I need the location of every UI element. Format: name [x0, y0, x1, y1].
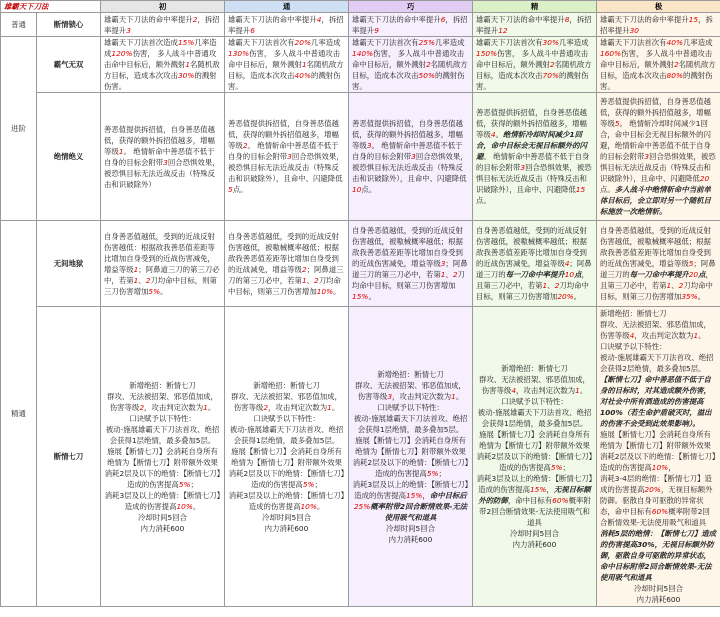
table-title: 雄霸天下刀法 — [1, 1, 101, 13]
cell: 新增绝招：断情七刀 群攻、无法被招架、邪恶值加成，伤害等级4，攻击判定次数为1。 口诀赋予以下特性： 被动-施展雄霸天下刀法首攻、绝招会获得1层绝情，最多叠加5层。 施展【断情七刀】会消耗自身所有绝情为【断情七刀】附带额外效果 消耗2层及以下的绝情：【断情七刀】造成的伤害提高5%； 消耗3层及以上的绝情：【断情七刀】造成的伤害提高15%，无视目标额外的防御，命中目标有60%概率附带2回合断情效果-无法使用吸气和道具 冷却时间5回合 内力消耗600 — [473, 307, 597, 607]
skill-name: 无间地狱 — [37, 221, 101, 307]
skill-name: 断情七刀 — [37, 307, 101, 607]
cell: 雄霸天下刀法的命中率提升4，拆招率提升6 — [225, 13, 349, 37]
cell: 雄霸天下刀法的命中率提升8，拆招率提升12 — [473, 13, 597, 37]
cell: 自身善恶值越低，受到的近战反射伤害越低，被嗷械概率越低；根据敌我善恶值差距等比增加自身受到的近战伤害减免，增益等级5；阿鼻道三刀的每一刀命中率提升20点，且第三刀必中，若第1、2刀均命中目标，则第三刀伤害增加35%。 — [597, 221, 720, 307]
cell: 善恶值提供拆招值，自身善恶值越低，获得的额外拆招值越多，增幅等级3。 绝情斩命中善恶值不低于自身的目标会附带3回合恐惧效果，被恐惧目标无法近战反击（特殊反击和识破除外），且命中、闪避降低10点。 — [349, 93, 473, 221]
cell: 善恶值提供拆招值，自身善恶值越低，获得的额外拆招值越多，增幅等级2。 绝情斩命中善恶值不低于自身的目标会附带3回合恐惧效果，被恐惧目标无法近战反击（特殊反击和识破除外），且命中、闪避降低5点。 — [225, 93, 349, 221]
column-header-ji: 极 — [597, 1, 720, 13]
cell: 雄霸天下刀法首次有25%几率造成140%伤害， 多人战斗中普通攻击命中目标后，额外溅射2名随机敌方目标，造成本次攻击50%的溅射伤害。 — [349, 37, 473, 93]
cell: 雄霸天下刀法首次有30%几率造成150%伤害， 多人战斗中普通攻击命中目标后，额外溅射2名随机敌方目标，造成本次攻击70%的溅射伤害。 — [473, 37, 597, 93]
cell: 自身善恶值越低，受到的近战反射伤害越低，被嗷械概率越低；根据敌我善恶值差距等比增加自身受到的近战伤害减免，增益等级3；阿鼻道三刀的第三刀必中，若第1、2刀均命中目标，则第三刀伤害增加15%。 — [349, 221, 473, 307]
stage-putong: 普通 — [1, 13, 37, 37]
cell: 雄霸天下刀法首次有40%几率造成160%伤害， 多人战斗中普通攻击命中目标后，额外溅射2名随机敌方目标，造成本次攻击80%的溅射伤害。 — [597, 37, 720, 93]
stage-jinjie: 进阶 — [1, 37, 37, 221]
cell: 新增绝招：断情七刀 群攻、无法被招架、邪恶值加成，伤害等级2，攻击判定次数为1。 口诀赋予以下特性： 被动-施展雄霸天下刀法首攻、绝招会获得1层绝情，最多叠加5层。 施展【断情七刀】会消耗自身所有绝情为【断情七刀】附带额外效果 消耗2层及以下的绝情：【断情七刀】造成的伤害提高5%； 消耗3层及以上的绝情：【断情七刀】造成的伤害提高10%。 冷却时间5回合 内力消耗600 — [101, 307, 225, 607]
cell: 雄霸天下刀法的命中率提升6，拆招率提升9 — [349, 13, 473, 37]
cell: 善恶值提供拆招值，自身善恶值越低，获得的额外拆招值越多，增幅等级5。 绝情斩冷却时间减少1回合，命中目标会无视目标额外的闪避，绝情斩命中善恶值不低于自身的目标会附带3回合恐惧效果，被恐惧目标无法近战反击（特殊反击和识破除外），且命中、闪避降低20点。多人战斗中绝情斩命中当前单体目标后，会立即对另一个随机目标施放一次绝情斩。 — [597, 93, 720, 221]
cell: 新增绝招：断情七刀 群攻、无法被招架、邪恶值加成，伤害等级4，攻击判定次数为1。 口诀赋予以下特性： 被动-施展雄霸天下刀法首攻、绝招会获得2层绝情，最多叠加5层。 【断情七刀】命中善恶值不低于自身的目标时，对其造成额外伤害，对社会中所有酒造成的伤害提高100%（若生命护盾破灭时，溢出的伤害不会受到此效果影响）。 施展【断情七刀】会消耗自身所有绝情为【断情七刀】附带额外效果 消耗2层及以下的绝情：【断情七刀】造成的伤害提高10%， 消耗3-4层的绝情：【断情七刀】造成的伤害提高20%，无视目标额外防御。驱散自身可驱散的异常状态，命中目标有60%概率附带2回合断情效果-无法使用吸气和道具 消耗5层的绝情：【断情七刀】造成的伤害提高30%，无视目标额外防御，驱散自身可驱散的异常状态，命中目标附带2回合断情效果-无法使用吸气和道具 冷却时间5回合 内力消耗600 — [597, 307, 720, 607]
cell: 善恶值提供拆招值，自身善恶值越低，获得的额外拆招值越多，增幅等级4。绝情斩冷却时间减少1回合，命中目标会无视目标额外的闪避。 绝情斩命中善恶值不低于自身的目标会附带3回合恐惧效果，被恐惧目标无法近战反击（特殊反击和识破除外），且命中、闪避降低15点。 — [473, 93, 597, 221]
stage-jingtong: 精通 — [1, 221, 37, 607]
cell: 新增绝招：断情七刀 群攻、无法被招架、邪恶值加成，伤害等级3，攻击判定次数为1。 口诀赋予以下特性： 被动-施展雄霸天下刀法首攻、绝招会获得1层绝情，最多叠加5层。 施展【断情七刀】会消耗自身所有绝情为【断情七刀】附带额外效果 消耗2层及以下的绝情：【断情七刀】造成的伤害提高5%； 消耗3层及以上的绝情：【断情七刀】造成的伤害提高15%，命中目标后25%概率附带2回合断情效果-无法使用吸气和道具 冷却时间5回合 内力消耗600 — [349, 307, 473, 607]
skill-name: 断情锁心 — [37, 13, 101, 37]
skill-name: 绝情绝义 — [37, 93, 101, 221]
cell: 自身善恶值越低，受到的近战反射伤害越低，被嗷械概率越低；根据敌我善恶值差距等比增加自身受到的近战伤害减免，增益等级4；阿鼻道三刀的每一刀命中率提升10点，且第三刀必中，若第1、2刀均命中目标，则第三刀伤害增加20%。 — [473, 221, 597, 307]
cell: 雄霸天下刀法首次有20%几率造成130%伤害， 多人战斗中普通攻击命中目标后，额外溅射1名随机敌方目标，造成本次攻击40%的溅射伤害。 — [225, 37, 349, 93]
cell: 雄霸天下刀法的命中率提升2，拆招率提升3 — [101, 13, 225, 37]
cell: 新增绝招：断情七刀 群攻、无法被招架、邪恶值加成，伤害等级2，攻击判定次数为1。 口诀赋予以下特性： 被动-施展雄霸天下刀法首攻、绝招会获得1层绝情，最多叠加5层。 施展【断情七刀】会消耗自身所有绝情为【断情七刀】附带额外效果 消耗2层及以下的绝情：【断情七刀】造成的伤害提高5%； 消耗3层及以上的绝情：【断情七刀】造成的伤害提高10%。 冷却时间5回合 内力消耗600 — [225, 307, 349, 607]
column-header-jing: 精 — [473, 1, 597, 13]
column-header-chu: 初 — [101, 1, 225, 13]
cell: 善恶值提供拆招值，自身善恶值越低，获得的额外拆招值越多，增幅等级1。 绝情斩命中善恶值不低于自身的目标会附带3回合恐惧效果，被恐惧目标无法近战反击（特殊反击和识破除外） — [101, 93, 225, 221]
skill-name: 霸气无双 — [37, 37, 101, 93]
column-header-tong: 通 — [225, 1, 349, 13]
cell: 雄霸天下刀法的命中率提升15，拆招率提升30 — [597, 13, 720, 37]
cell: 自身善恶值越低，受到的近战反射伤害越低，被嗷械概率越低；根据敌我善恶值差距等比增加自身受到的近战减免，增益等级2；阿鼻道三刀的第三刀必中，若第1、2刀均命中目标，则第三刀伤害增加10%。 — [225, 221, 349, 307]
cell: 雄霸天下刀法首次造成15%几率造成120%伤害， 多人战斗中普通攻击命中目标后，额外溅射1名随机敌方目标，造成本次攻击30%的溅射伤害。 — [101, 37, 225, 93]
cell: 自身善恶值越低，受到的近战反射伤害越低：根据敌我善恶值差距等比增加自身受到的近战伤害减免，增益等级1；阿鼻道三刀的第三刀必中，若第1、2刀均命中目标，则第三刀伤害增加5%。 — [101, 221, 225, 307]
column-header-qiao: 巧 — [349, 1, 473, 13]
